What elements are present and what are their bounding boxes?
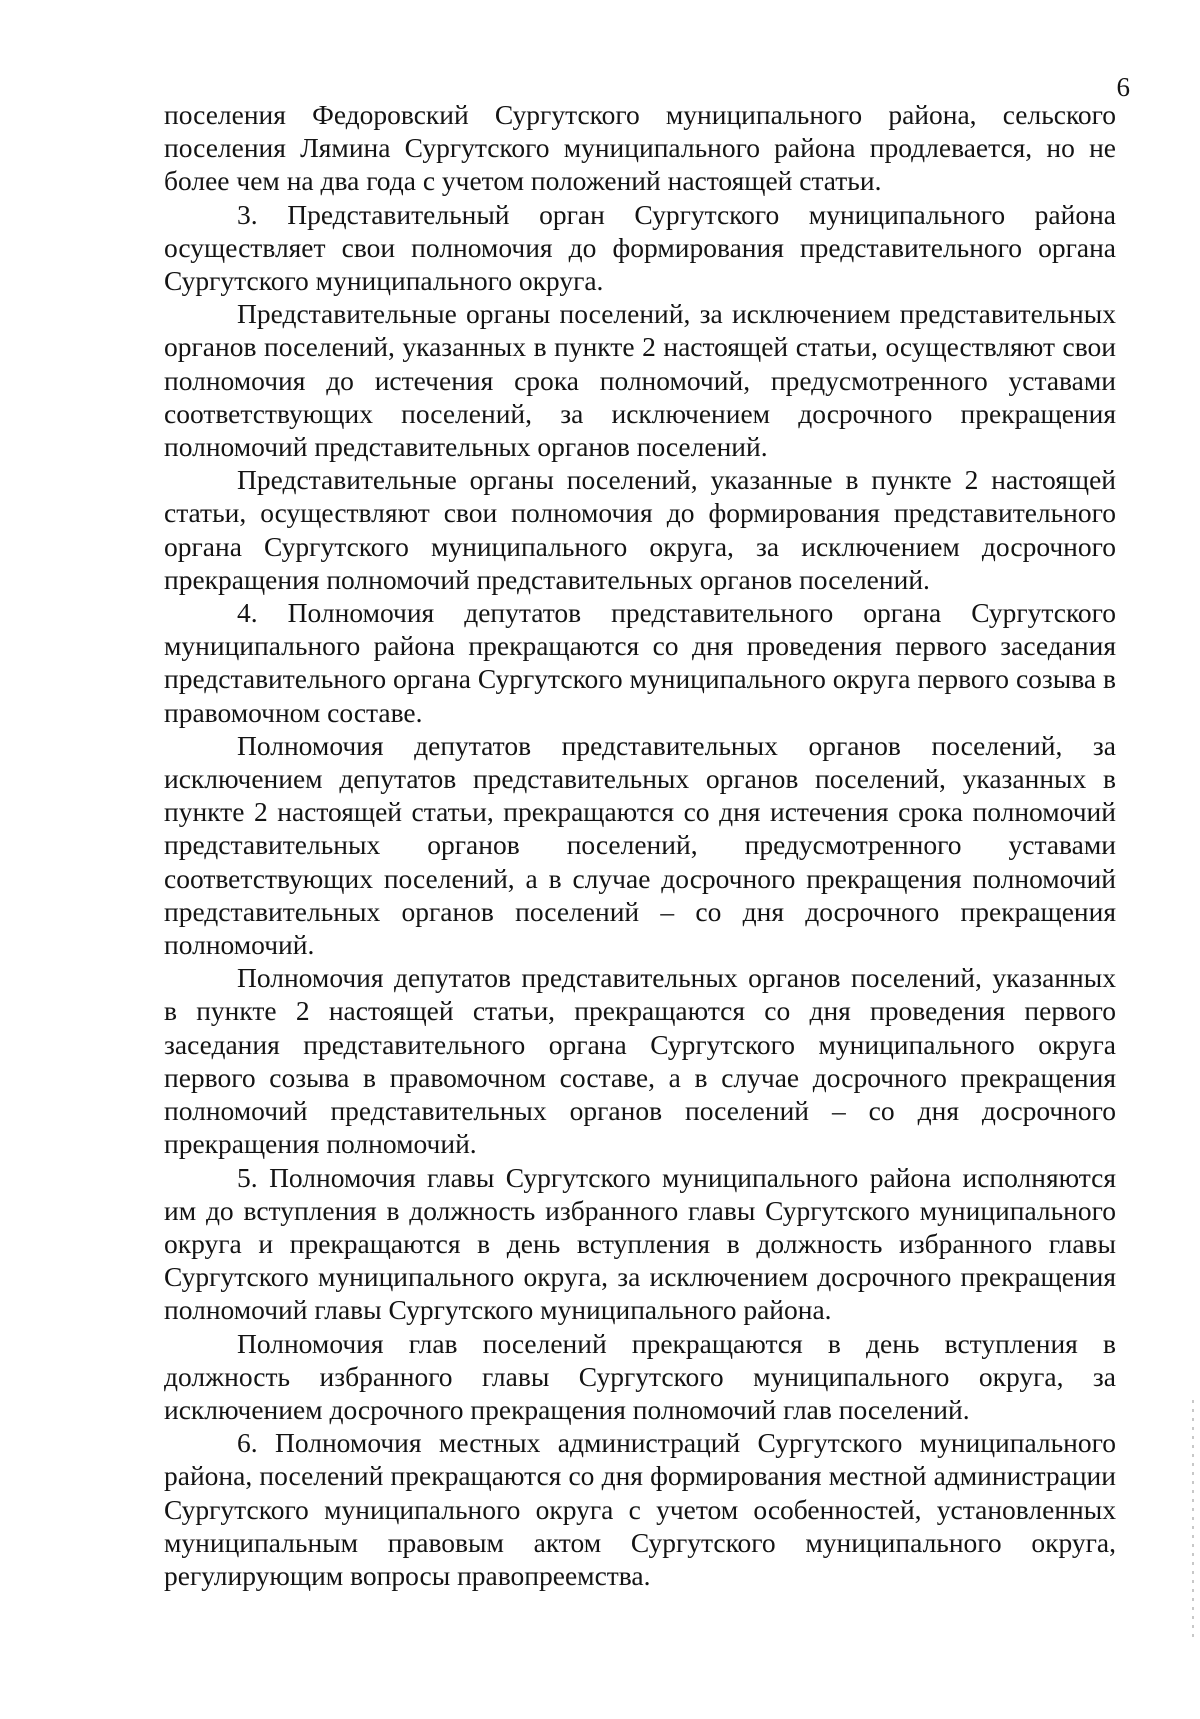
paragraph: Полномочия депутатов представительных органов поселений, за исключением депутатов представительных органов поселений, указанных в пункте 2 настоящей статьи, прекращаются со дня истечения срока полномочий представительных органов поселений, предусмотренного уставами соответствующих поселений, а в случае досрочного прекращения полномочий представительных органов поселений – со дня досрочного прекращения полномочий. — [164, 729, 1116, 961]
paragraph-continuation: поселения Федоровский Сургутского муниципального района, сельского поселения Лямина Сургутского муниципального района продлевается, но не более чем на два года с учетом положений настоящей статьи. — [164, 99, 1116, 197]
paragraph: Представительные органы поселений, за исключением представительных органов поселений, указанных в пункте 2 настоящей статьи, осуществляют свои полномочия до истечения срока полномочий, предусмотренного уставами соответствующих поселений, за исключением досрочного прекращения полномочий представительных органов поселений. — [164, 298, 1116, 463]
scan-edge-artifact — [1192, 1400, 1194, 1640]
paragraph: Представительные органы поселений, указанные в пункте 2 настоящей статьи, осуществляют свои полномочия до формирования представительного органа Сургутского муниципального округа, за исключением досрочного прекращения полномочий представительных органов поселений. — [164, 464, 1116, 595]
paragraph-item-3: 3. Представительный орган Сургутского муниципального района осуществляет свои полномочия до формирования представительного органа Сургутского муниципального округа. — [164, 198, 1116, 297]
paragraph-item-4: 4. Полномочия депутатов представительного органа Сургутского муниципального района прекращаются со дня проведения первого заседания представительного органа Сургутского муниципального округа первого созыва в правомочном составе. — [164, 597, 1116, 728]
paragraph: Полномочия депутатов представительных органов поселений, указанных в пункте 2 настоящей статьи, прекращаются со дня проведения первого заседания представительного органа Сургутского муниципального округа первого созыва в правомочном составе, а в случае досрочного прекращения полномочий представительных органов поселений – со дня досрочного прекращения полномочий. — [164, 962, 1116, 1160]
paragraph-item-5: 5. Полномочия главы Сургутского муниципального района исполняются им до вступления в должность избранного главы Сургутского муниципального округа и прекращаются в день вступления в должность избранного главы Сургутского муниципального округа, за исключением досрочного прекращения полномочий главы Сургутского муниципального района. — [164, 1161, 1116, 1326]
paragraph: Полномочия глав поселений прекращаются в день вступления в должность избранного главы Сургутского муниципального округа, за исключением досрочного прекращения полномочий глав поселений. — [164, 1327, 1116, 1425]
paragraph-item-6: 6. Полномочия местных администраций Сургутского муниципального района, поселений прекращаются со дня формирования местной администрации Сургутского муниципального округа с учетом особенностей, установленных муниципальным правовым актом Сургутского муниципального округа, регулирующим вопросы правопреемства. — [164, 1427, 1116, 1591]
page-number: 6 — [1116, 72, 1130, 102]
document-body — [164, 98, 1116, 1592]
